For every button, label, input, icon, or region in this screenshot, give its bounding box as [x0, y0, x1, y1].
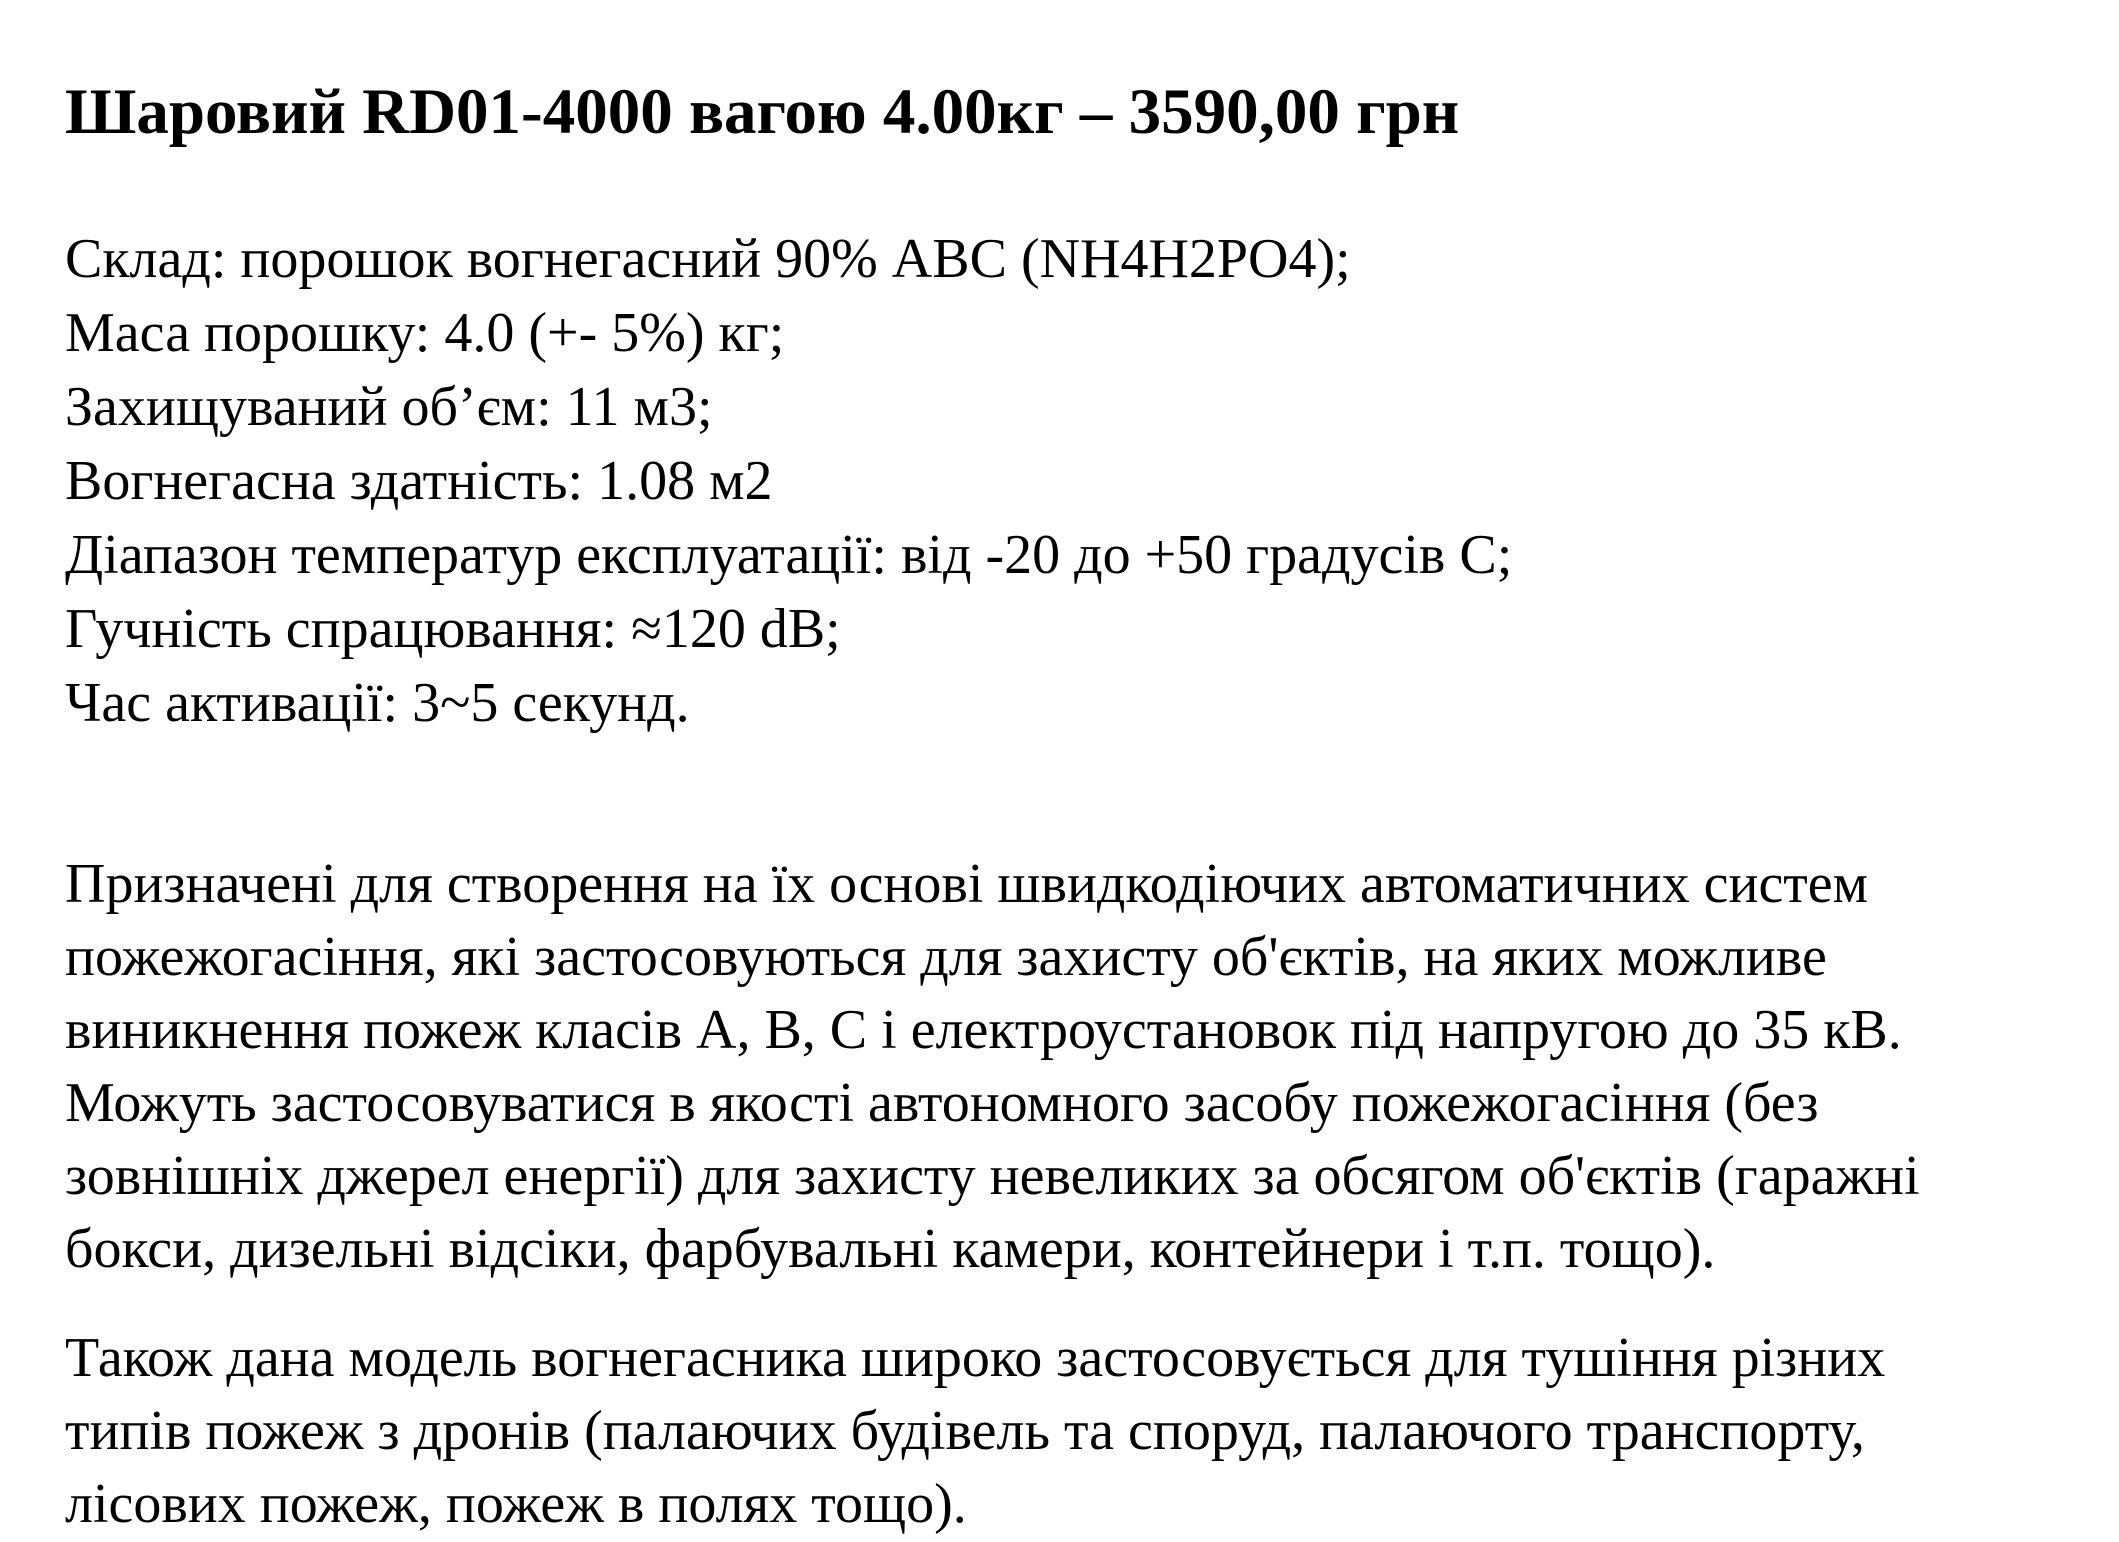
paragraph-line: зовнішніх джерел енергії) для захисту невеликих за обсягом об'єктів (гаражні: [65, 1145, 1920, 1207]
description-paragraph-purpose: [65, 848, 1920, 1286]
spec-protected-volume: Захищуваний об’єм: 11 м3;: [65, 376, 713, 438]
spec-activation-time: Час активації: 3~5 секунд.: [65, 672, 690, 734]
paragraph-line: типів пожеж з дронів (палаючих будівель та споруд, палаючого транспорту,: [65, 1400, 1865, 1462]
spec-composition: Склад: порошок вогнегасний 90% ABC (NH4H2PO4);: [65, 228, 1351, 290]
product-title: Шаровий RD01-4000 вагою 4.00кг – 3590,00 грн: [65, 76, 1460, 148]
spec-list: [65, 222, 1512, 740]
paragraph-line: Можуть застосовуватися в якості автономного засобу пожежогасіння (без: [65, 1072, 1819, 1134]
spec-extinguishing-capacity: Вогнегасна здатність: 1.08 м2: [65, 450, 773, 512]
description-paragraph-drones: [65, 1322, 1885, 1541]
paragraph-line: бокси, дизельні відсіки, фарбувальні камери, контейнери і т.п. тощо).: [65, 1218, 1716, 1280]
spec-temperature-range: Діапазон температур експлуатації: від -20 до +50 градусів C;: [65, 524, 1513, 586]
paragraph-line: пожежогасіння, які застосовуються для захисту об'єктів, на яких можливе: [65, 926, 1827, 988]
spec-loudness: Гучність спрацювання: ≈120 dB;: [65, 598, 841, 660]
paragraph-line: Призначені для створення на їх основі швидкодіючих автоматичних систем: [65, 853, 1869, 915]
paragraph-line: виникнення пожеж класів А, В, С і електроустановок під напругою до 35 кВ.: [65, 999, 1902, 1061]
spec-powder-mass: Маса порошку: 4.0 (+- 5%) кг;: [65, 302, 785, 364]
paragraph-line: Також дана модель вогнегасника широко застосовується для тушіння різних: [65, 1327, 1886, 1389]
paragraph-line: лісових пожеж, пожеж в полях тощо).: [65, 1473, 967, 1535]
